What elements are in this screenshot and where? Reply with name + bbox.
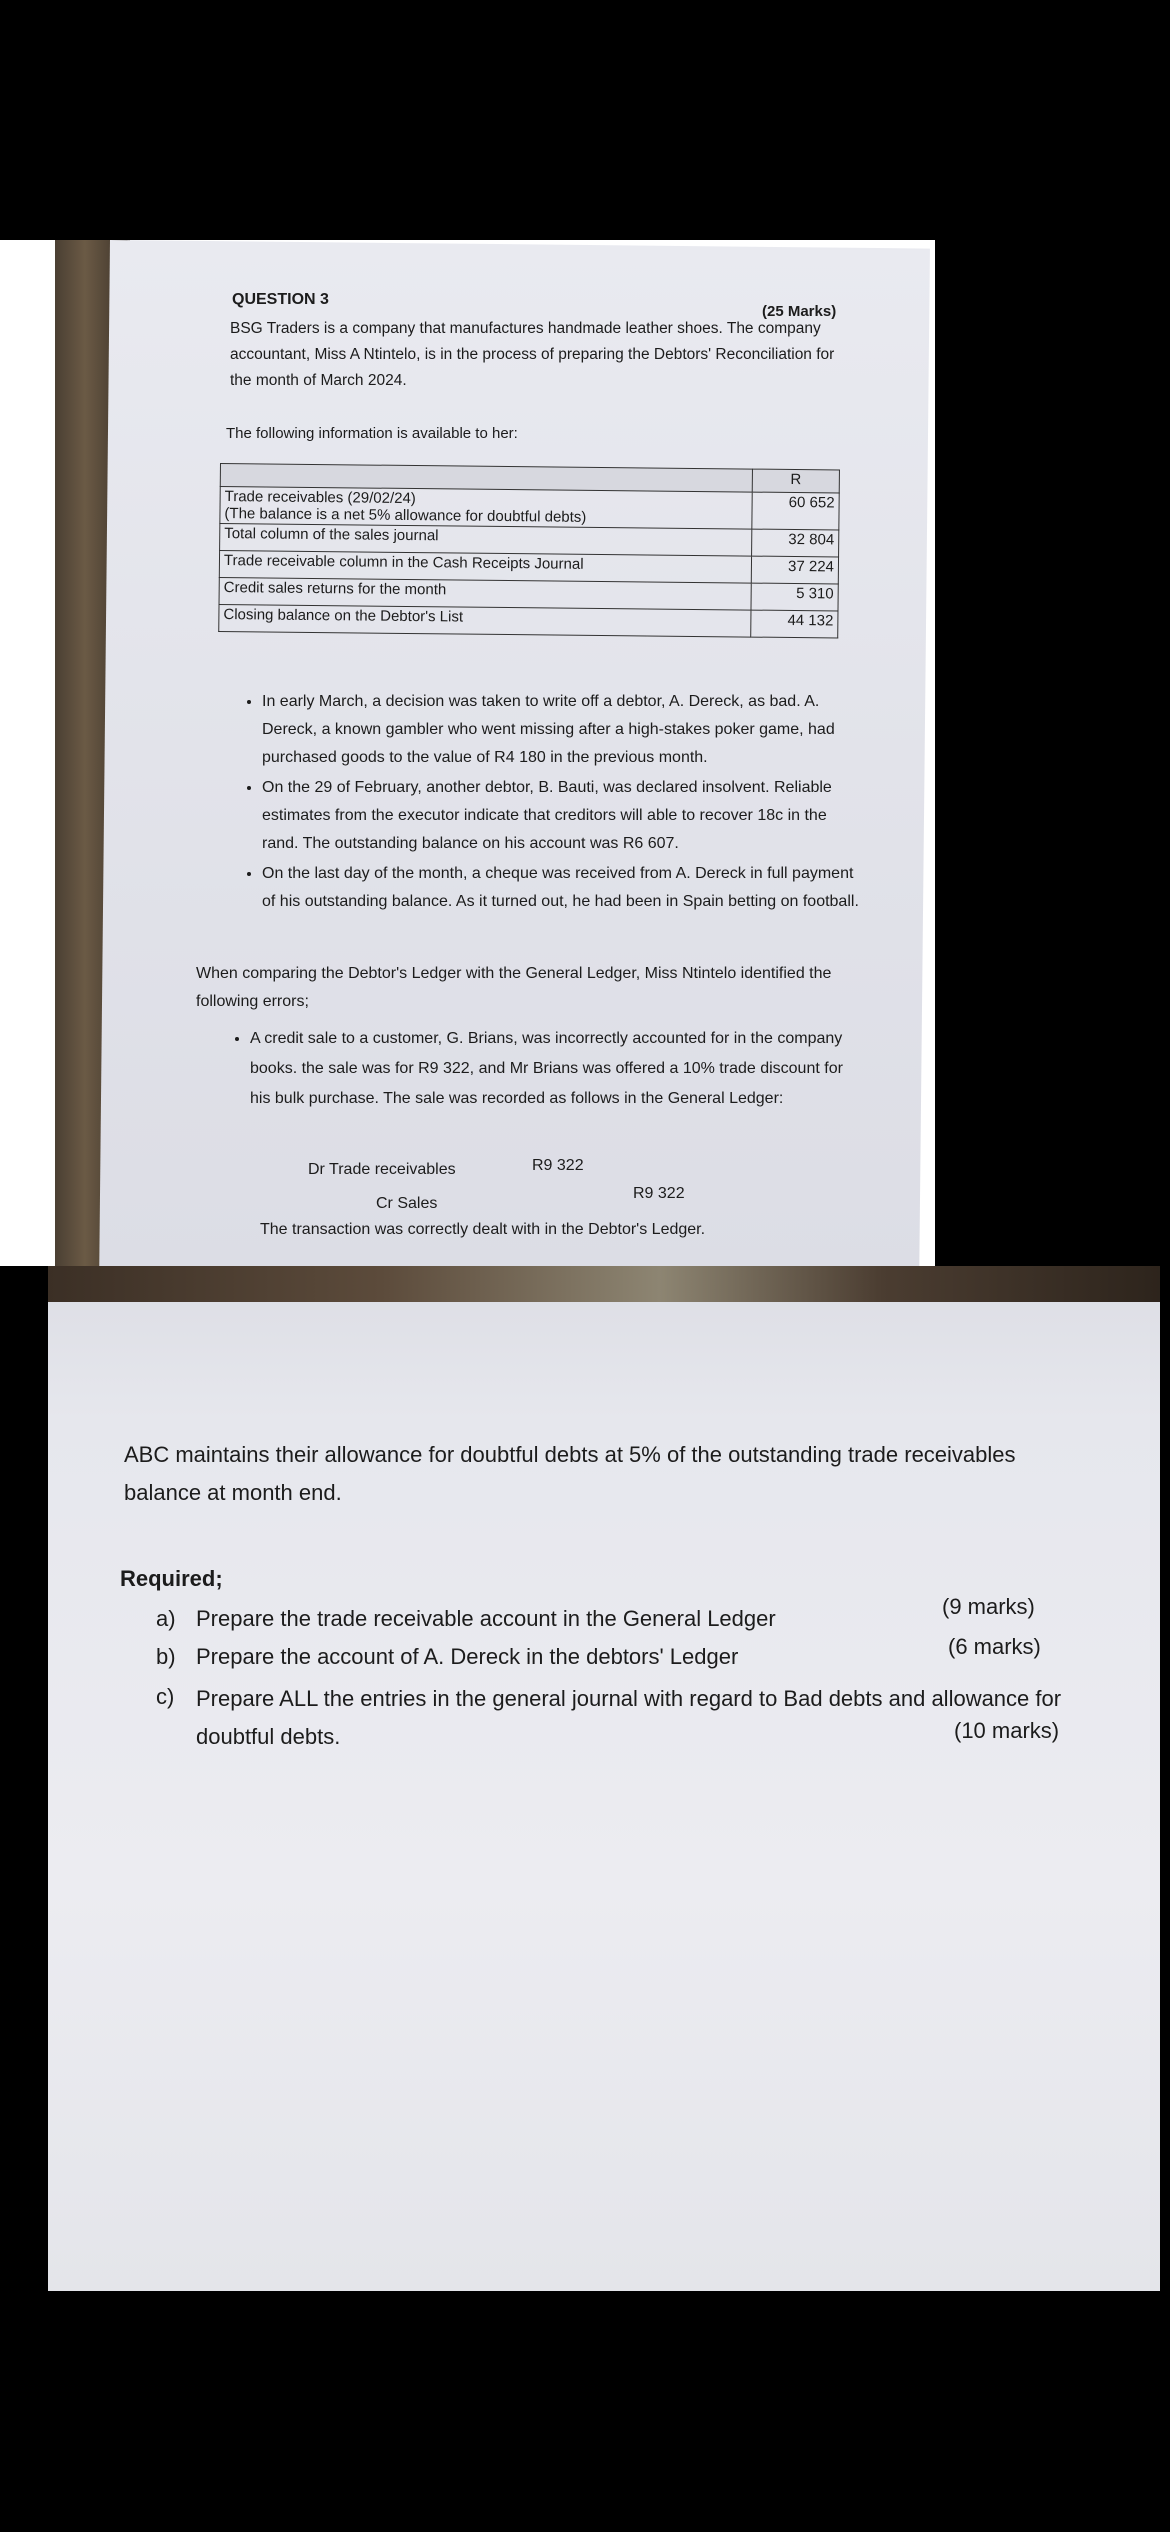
row-label: Total column of the sales journal	[220, 524, 752, 557]
errors-note: The transaction was correctly dealt with in the Debtor's Ledger.	[260, 1221, 706, 1238]
task-b-text: Prepare the account of A. Dereck in the debtors' Ledger	[196, 1644, 739, 1669]
errors-intro: When comparing the Debtor's Ledger with the General Ledger, Miss Ntintelo identified the following errors;	[196, 965, 832, 1010]
list-item: • A credit sale to a customer, G. Brians, was incorrectly accounted for in the company books. the sale was for R9 322, and Mr Brians was offered a 10% trade discount for his bulk purchase. The sale was recorded as follows in the General Ledger:	[250, 1024, 855, 1114]
question-intro: BSG Traders is a company that manufactures handmade leather shoes. The company accountant, Miss A Ntintelo, is in the process of preparing the Debtors' Reconciliation for the month of March 2024.	[230, 320, 835, 389]
desk-background	[48, 1266, 1160, 1302]
row-sublabel: (The balance is a net 5% allowance for doubtful debts)	[224, 505, 587, 526]
information-table	[218, 463, 840, 638]
task-a-text: Prepare the trade receivable account in the General Ledger	[196, 1606, 776, 1631]
allowance-statement: ABC maintains their allowance for doubtful debts at 5% of the outstanding trade receivables balance at month end.	[124, 1442, 1016, 1505]
row-label: Closing balance on the Debtor's List	[219, 604, 751, 637]
required-heading: Required;	[120, 1566, 223, 1591]
list-item: • In early March, a decision was taken to write off a debtor, A. Dereck, as bad. A. Dereck, a known gambler who went missing after a high-stakes poker game, had purchased goods to the value of R4 180 in the previous month.	[262, 688, 862, 772]
page-photo-2	[48, 1266, 1160, 2291]
row-amount: 5 310	[751, 583, 838, 611]
task-a-marks: (9 marks)	[942, 1594, 1035, 1619]
list-item: • On the 29 of February, another debtor, B. Bauti, was declared insolvent. Reliable estimates from the executor indicate that creditors will able to recover 18c in the rand. The outstanding balance on his account was R6 607.	[262, 774, 862, 858]
row-amount: 37 224	[751, 556, 838, 584]
currency-header: R	[752, 469, 839, 493]
task-a-letter: a)	[156, 1606, 176, 1631]
question-heading: QUESTION 3	[232, 291, 329, 308]
info-label: The following information is available to her:	[226, 425, 518, 442]
dr-amount: R9 322	[532, 1157, 584, 1174]
table-row	[219, 604, 838, 637]
row-label: Trade receivable column in the Cash Receipts Journal	[219, 551, 751, 584]
question-marks: (25 Marks)	[762, 303, 837, 320]
errors-list	[228, 1024, 855, 1116]
cr-amount: R9 322	[633, 1185, 685, 1202]
row-amount: 32 804	[752, 529, 839, 557]
list-item: • On the last day of the month, a cheque was received from A. Dereck in full payment of his outstanding balance. As it turned out, he had been in Spain betting on football.	[262, 860, 862, 916]
task-c-letter: c)	[156, 1684, 175, 1709]
task-b-letter: b)	[156, 1644, 176, 1669]
dr-label: Dr Trade receivables	[308, 1161, 456, 1178]
facts-list	[240, 688, 862, 918]
row-amount: 44 132	[751, 610, 838, 638]
row-label: Credit sales returns for the month	[219, 577, 751, 610]
cr-label: Cr Sales	[376, 1195, 438, 1212]
row-amount: 60 652	[752, 492, 839, 530]
table-row	[220, 487, 839, 530]
task-c-text: Prepare ALL the entries in the general journal with regard to Bad debts and allowance for doubtful debts.	[196, 1686, 1062, 1749]
task-c-marks: (10 marks)	[954, 1718, 1060, 1743]
task-b-marks: (6 marks)	[948, 1634, 1041, 1659]
row-label: Trade receivables (29/02/24)	[224, 488, 416, 508]
